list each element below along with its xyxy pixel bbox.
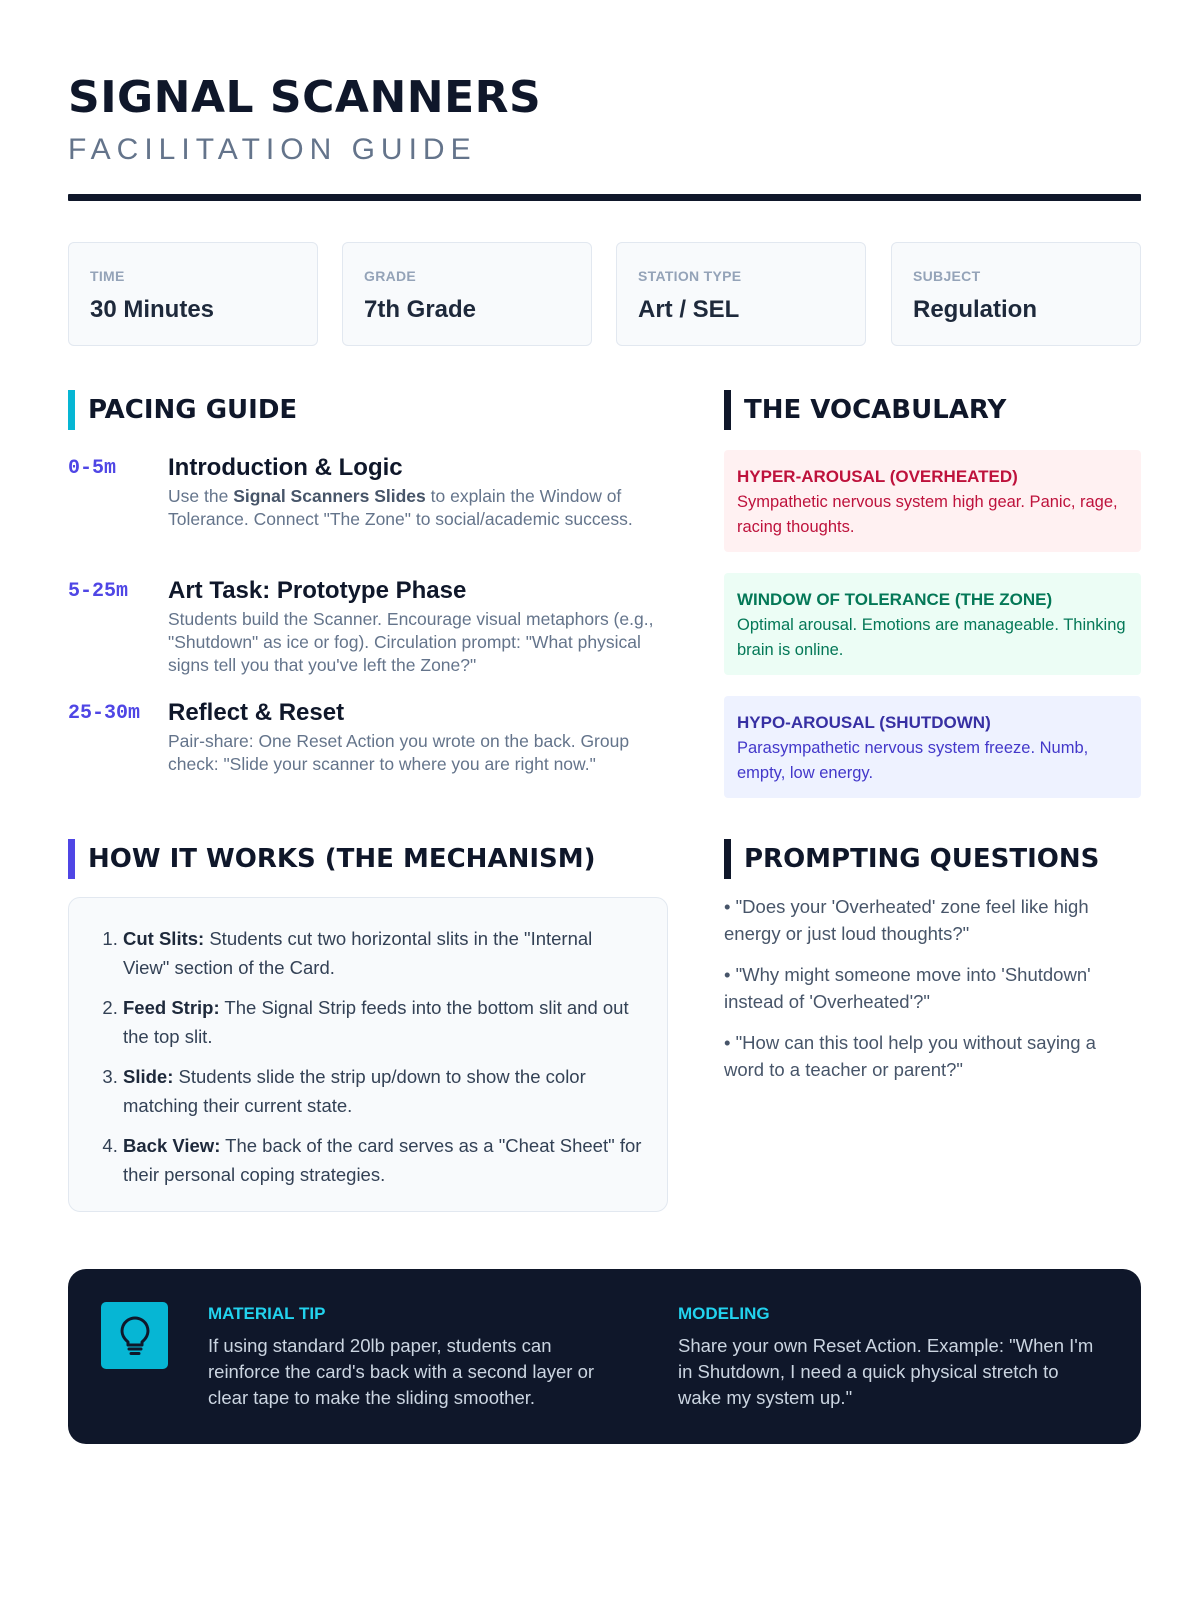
tips-panel xyxy=(68,1269,1141,1444)
mechanism-heading: HOW IT WORKS (THE MECHANISM) xyxy=(68,839,595,879)
vocab-term: HYPER-AROUSAL (OVERHEATED) xyxy=(737,467,1018,486)
meta-value: Regulation xyxy=(913,296,1037,323)
meta-card-time xyxy=(68,242,318,346)
meta-value: 7th Grade xyxy=(364,296,477,323)
pacing-description: Pair-share: One Reset Action you wrote on the back. Group check: "Slide your scanner to where you are right now." xyxy=(168,731,630,774)
modeling-tip-body: Share your own Reset Action. Example: "When I'm in Shutdown, I need a quick physical stretch to wake my system up." xyxy=(678,1335,1094,1408)
prompting-questions-heading: PROMPTING QUESTIONS xyxy=(724,839,1099,879)
pacing-description: Students build the Scanner. Encourage visual metaphors (e.g., "Shutdown" as ice or fog). Circulation prompt: "What physical signs tell you that you've left the Zone?" xyxy=(168,609,654,675)
step-label: Feed Strip: xyxy=(123,997,220,1018)
pacing-time: 25-30m xyxy=(68,702,141,725)
vocab-definition: Optimal arousal. Emotions are manageable. Thinking brain is online. xyxy=(737,616,1126,659)
prompting-question: • "Does your 'Overheated' zone feel like high energy or just loud thoughts?" xyxy=(724,896,1089,944)
mechanism-step: 1. Cut Slits: Students cut two horizontal slits in the "Internal View" section of the Card. xyxy=(123,924,643,982)
pacing-time: 0-5m xyxy=(68,457,117,480)
pacing-time: 5-25m xyxy=(68,580,129,603)
meta-card-subject xyxy=(891,242,1141,346)
vocab-definition: Parasympathetic nervous system freeze. Numb, empty, low energy. xyxy=(737,739,1089,782)
step-label: Cut Slits: xyxy=(123,928,205,949)
page-subtitle: FACILITATION GUIDE xyxy=(68,133,477,166)
pacing-guide-heading: PACING GUIDE xyxy=(68,390,297,430)
pacing-item xyxy=(68,576,668,677)
vocab-definition: Sympathetic nervous system high gear. Panic, rage, racing thoughts. xyxy=(737,493,1118,536)
header-divider xyxy=(68,194,1141,201)
prompting-question: • "How can this tool help you without saying a word to a teacher or parent?" xyxy=(724,1032,1096,1080)
pacing-title: Reflect & Reset xyxy=(168,699,345,726)
meta-card-station-type xyxy=(616,242,866,346)
vocab-card-hyper-arousal xyxy=(724,450,1141,552)
vocab-card-window-of-tolerance xyxy=(724,573,1141,675)
meta-label: TIME xyxy=(90,268,125,284)
mechanism-step: 4. Back View: The back of the card serves as a "Cheat Sheet" for their personal coping strategies. xyxy=(123,1131,643,1189)
prompting-question: • "Why might someone move into 'Shutdown' instead of 'Overheated'?" xyxy=(724,964,1091,1012)
meta-label: GRADE xyxy=(364,268,417,284)
pacing-description: Use the Signal Scanners Slides to explain the Window of Tolerance. Connect "The Zone" to social/academic success. xyxy=(168,486,633,529)
modeling-tip-heading: MODELING xyxy=(678,1304,770,1323)
prompting-questions-list xyxy=(724,893,1141,1097)
pacing-title: Art Task: Prototype Phase xyxy=(168,577,467,604)
step-label: Back View: xyxy=(123,1135,221,1156)
pacing-title: Introduction & Logic xyxy=(168,454,403,481)
pacing-item xyxy=(68,698,668,776)
material-tip-heading: MATERIAL TIP xyxy=(208,1304,326,1323)
vocab-term: HYPO-AROUSAL (SHUTDOWN) xyxy=(737,713,991,732)
pacing-item xyxy=(68,453,668,531)
meta-value: 30 Minutes xyxy=(90,296,215,323)
meta-value: Art / SEL xyxy=(638,296,740,323)
mechanism-box xyxy=(68,897,668,1212)
meta-label: STATION TYPE xyxy=(638,268,742,284)
mechanism-step: 3. Slide: Students slide the strip up/down to show the color matching their current state. xyxy=(123,1062,643,1120)
lightbulb-icon xyxy=(101,1302,168,1369)
slides-reference: Signal Scanners Slides xyxy=(233,486,426,506)
page-title: SIGNAL SCANNERS xyxy=(68,72,542,123)
vocab-term: WINDOW OF TOLERANCE (THE ZONE) xyxy=(737,590,1053,609)
modeling-tip xyxy=(678,1303,1098,1411)
step-label: Slide: xyxy=(123,1066,174,1087)
vocab-card-hypo-arousal xyxy=(724,696,1141,798)
mechanism-steps xyxy=(93,924,643,1189)
meta-card-grade xyxy=(342,242,592,346)
mechanism-step: 2. Feed Strip: The Signal Strip feeds into the bottom slit and out the top slit. xyxy=(123,993,643,1051)
material-tip xyxy=(208,1303,628,1411)
meta-label: SUBJECT xyxy=(913,268,981,284)
material-tip-body: If using standard 20lb paper, students can reinforce the card's back with a second layer or clear tape to make the sliding smoother. xyxy=(208,1335,595,1408)
vocabulary-heading: THE VOCABULARY xyxy=(724,390,1006,430)
